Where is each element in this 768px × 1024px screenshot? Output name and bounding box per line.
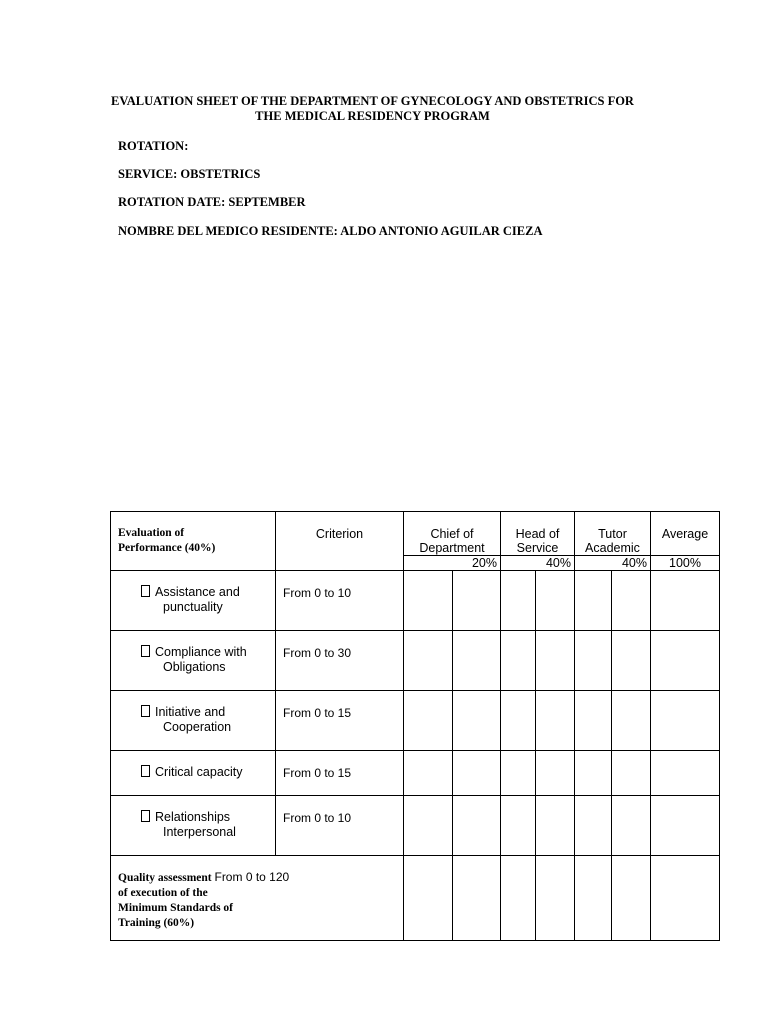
criterion-header-label: Criterion xyxy=(315,527,364,541)
tutor-score-cell[interactable] xyxy=(575,796,612,856)
head-score-cell[interactable] xyxy=(501,631,536,691)
table-row xyxy=(111,751,720,796)
chief-score-cell[interactable] xyxy=(453,571,501,631)
table-row xyxy=(111,631,720,691)
head-header-line-1: Head of xyxy=(515,527,560,541)
evaluation-header-line-1: Evaluation of xyxy=(118,527,185,539)
chief-score-cell[interactable] xyxy=(404,571,453,631)
criterion-header xyxy=(276,512,404,571)
resident-name-field: NOMBRE DEL MEDICO RESIDENTE: ALDO ANTONIO AGUILAR CIEZA xyxy=(118,224,543,238)
chief-percentage: 20% xyxy=(404,556,501,571)
criterion-item xyxy=(111,631,276,691)
tutor-score-cell[interactable] xyxy=(612,691,651,751)
quality-assessment xyxy=(111,856,404,941)
tutor-percentage: 40% xyxy=(575,556,651,571)
tutor-score-cell[interactable] xyxy=(575,571,612,631)
tutor-score-cell[interactable] xyxy=(575,856,612,941)
chief-score-cell[interactable] xyxy=(453,856,501,941)
item-label-line-1: Compliance with xyxy=(155,645,247,659)
head-score-cell[interactable] xyxy=(501,571,536,631)
chief-score-cell[interactable] xyxy=(453,691,501,751)
head-score-cell[interactable] xyxy=(501,691,536,751)
criterion-item xyxy=(111,571,276,631)
tutor-score-cell[interactable] xyxy=(612,856,651,941)
service-field: SERVICE: OBSTETRICS xyxy=(118,167,261,181)
quality-line-3: Minimum Standards of xyxy=(118,902,234,914)
head-score-cell[interactable] xyxy=(501,856,536,941)
tutor-score-cell[interactable] xyxy=(612,571,651,631)
average-cell[interactable] xyxy=(651,571,720,631)
tutor-score-cell[interactable] xyxy=(612,631,651,691)
quality-row xyxy=(111,856,720,941)
tutor-score-cell[interactable] xyxy=(575,631,612,691)
criterion-range: From 0 to 30 xyxy=(276,631,404,691)
quality-range: From 0 to 120 xyxy=(214,870,290,884)
tutor-score-cell[interactable] xyxy=(612,796,651,856)
chief-score-cell[interactable] xyxy=(404,691,453,751)
head-percentage: 40% xyxy=(501,556,575,571)
table-row xyxy=(111,571,720,631)
evaluation-performance-header xyxy=(111,512,276,571)
tutor-score-cell[interactable] xyxy=(575,751,612,796)
chief-header-line-1: Chief of xyxy=(430,527,474,541)
average-cell[interactable] xyxy=(651,856,720,941)
head-score-cell[interactable] xyxy=(536,796,575,856)
title-line-1: EVALUATION SHEET OF THE DEPARTMENT OF GYNECOLOGY AND OBSTETRICS FOR xyxy=(111,94,634,108)
chief-score-cell[interactable] xyxy=(404,751,453,796)
criterion-range: From 0 to 10 xyxy=(276,571,404,631)
tutor-header-line-1: Tutor xyxy=(598,527,627,541)
chief-header xyxy=(404,512,501,556)
head-score-cell[interactable] xyxy=(536,691,575,751)
tutor-header xyxy=(575,512,651,556)
average-cell[interactable] xyxy=(651,631,720,691)
head-score-cell[interactable] xyxy=(536,631,575,691)
chief-score-cell[interactable] xyxy=(453,631,501,691)
criterion-item xyxy=(111,796,276,856)
item-label-line-1: Relationships xyxy=(155,810,231,824)
head-score-cell[interactable] xyxy=(501,751,536,796)
rotation-field: ROTATION: xyxy=(118,139,189,153)
checkbox-icon xyxy=(141,705,150,717)
item-label-line-2: punctuality xyxy=(163,600,223,614)
checkbox-icon xyxy=(141,765,150,777)
criterion-item xyxy=(111,691,276,751)
item-label-line-2: Obligations xyxy=(163,660,226,674)
checkbox-icon xyxy=(141,810,150,822)
head-header xyxy=(501,512,575,556)
item-label-line-1: Critical capacity xyxy=(155,765,243,779)
tutor-header-line-2: Academic xyxy=(585,541,640,555)
head-header-line-2: Service xyxy=(516,541,559,555)
item-label-line-2: Interpersonal xyxy=(163,825,236,839)
checkbox-icon xyxy=(141,645,150,657)
chief-score-cell[interactable] xyxy=(404,796,453,856)
average-cell[interactable] xyxy=(651,691,720,751)
quality-line-2: of execution of the xyxy=(118,887,208,899)
chief-score-cell[interactable] xyxy=(453,796,501,856)
chief-score-cell[interactable] xyxy=(453,751,501,796)
average-header xyxy=(651,512,720,556)
average-percentage: 100% xyxy=(651,556,720,571)
checkbox-icon xyxy=(141,585,150,597)
chief-header-line-2: Department xyxy=(419,541,485,555)
table-row xyxy=(111,796,720,856)
table-header-row xyxy=(111,512,720,556)
criterion-range: From 0 to 10 xyxy=(276,796,404,856)
rotation-date-field: ROTATION DATE: SEPTEMBER xyxy=(118,195,306,209)
head-score-cell[interactable] xyxy=(536,751,575,796)
evaluation-table xyxy=(110,511,720,941)
title-line-2: THE MEDICAL RESIDENCY PROGRAM xyxy=(255,109,490,123)
quality-line-4: Training (60%) xyxy=(118,917,195,929)
item-label-line-2: Cooperation xyxy=(163,720,232,734)
head-score-cell[interactable] xyxy=(536,571,575,631)
item-label-line-1: Assistance and xyxy=(155,585,240,599)
table-row xyxy=(111,691,720,751)
head-score-cell[interactable] xyxy=(536,856,575,941)
evaluation-header-line-2: Performance (40%) xyxy=(118,542,216,554)
document-title xyxy=(0,94,745,124)
average-cell[interactable] xyxy=(651,796,720,856)
criterion-range: From 0 to 15 xyxy=(276,691,404,751)
tutor-score-cell[interactable] xyxy=(612,751,651,796)
chief-score-cell[interactable] xyxy=(404,856,453,941)
tutor-score-cell[interactable] xyxy=(575,691,612,751)
average-cell[interactable] xyxy=(651,751,720,796)
criterion-range: From 0 to 15 xyxy=(276,751,404,796)
average-header-label: Average xyxy=(661,527,709,541)
criterion-item xyxy=(111,751,276,796)
head-score-cell[interactable] xyxy=(501,796,536,856)
chief-score-cell[interactable] xyxy=(404,631,453,691)
quality-line-1: Quality assessment xyxy=(118,872,212,884)
item-label-line-1: Initiative and xyxy=(155,705,226,719)
